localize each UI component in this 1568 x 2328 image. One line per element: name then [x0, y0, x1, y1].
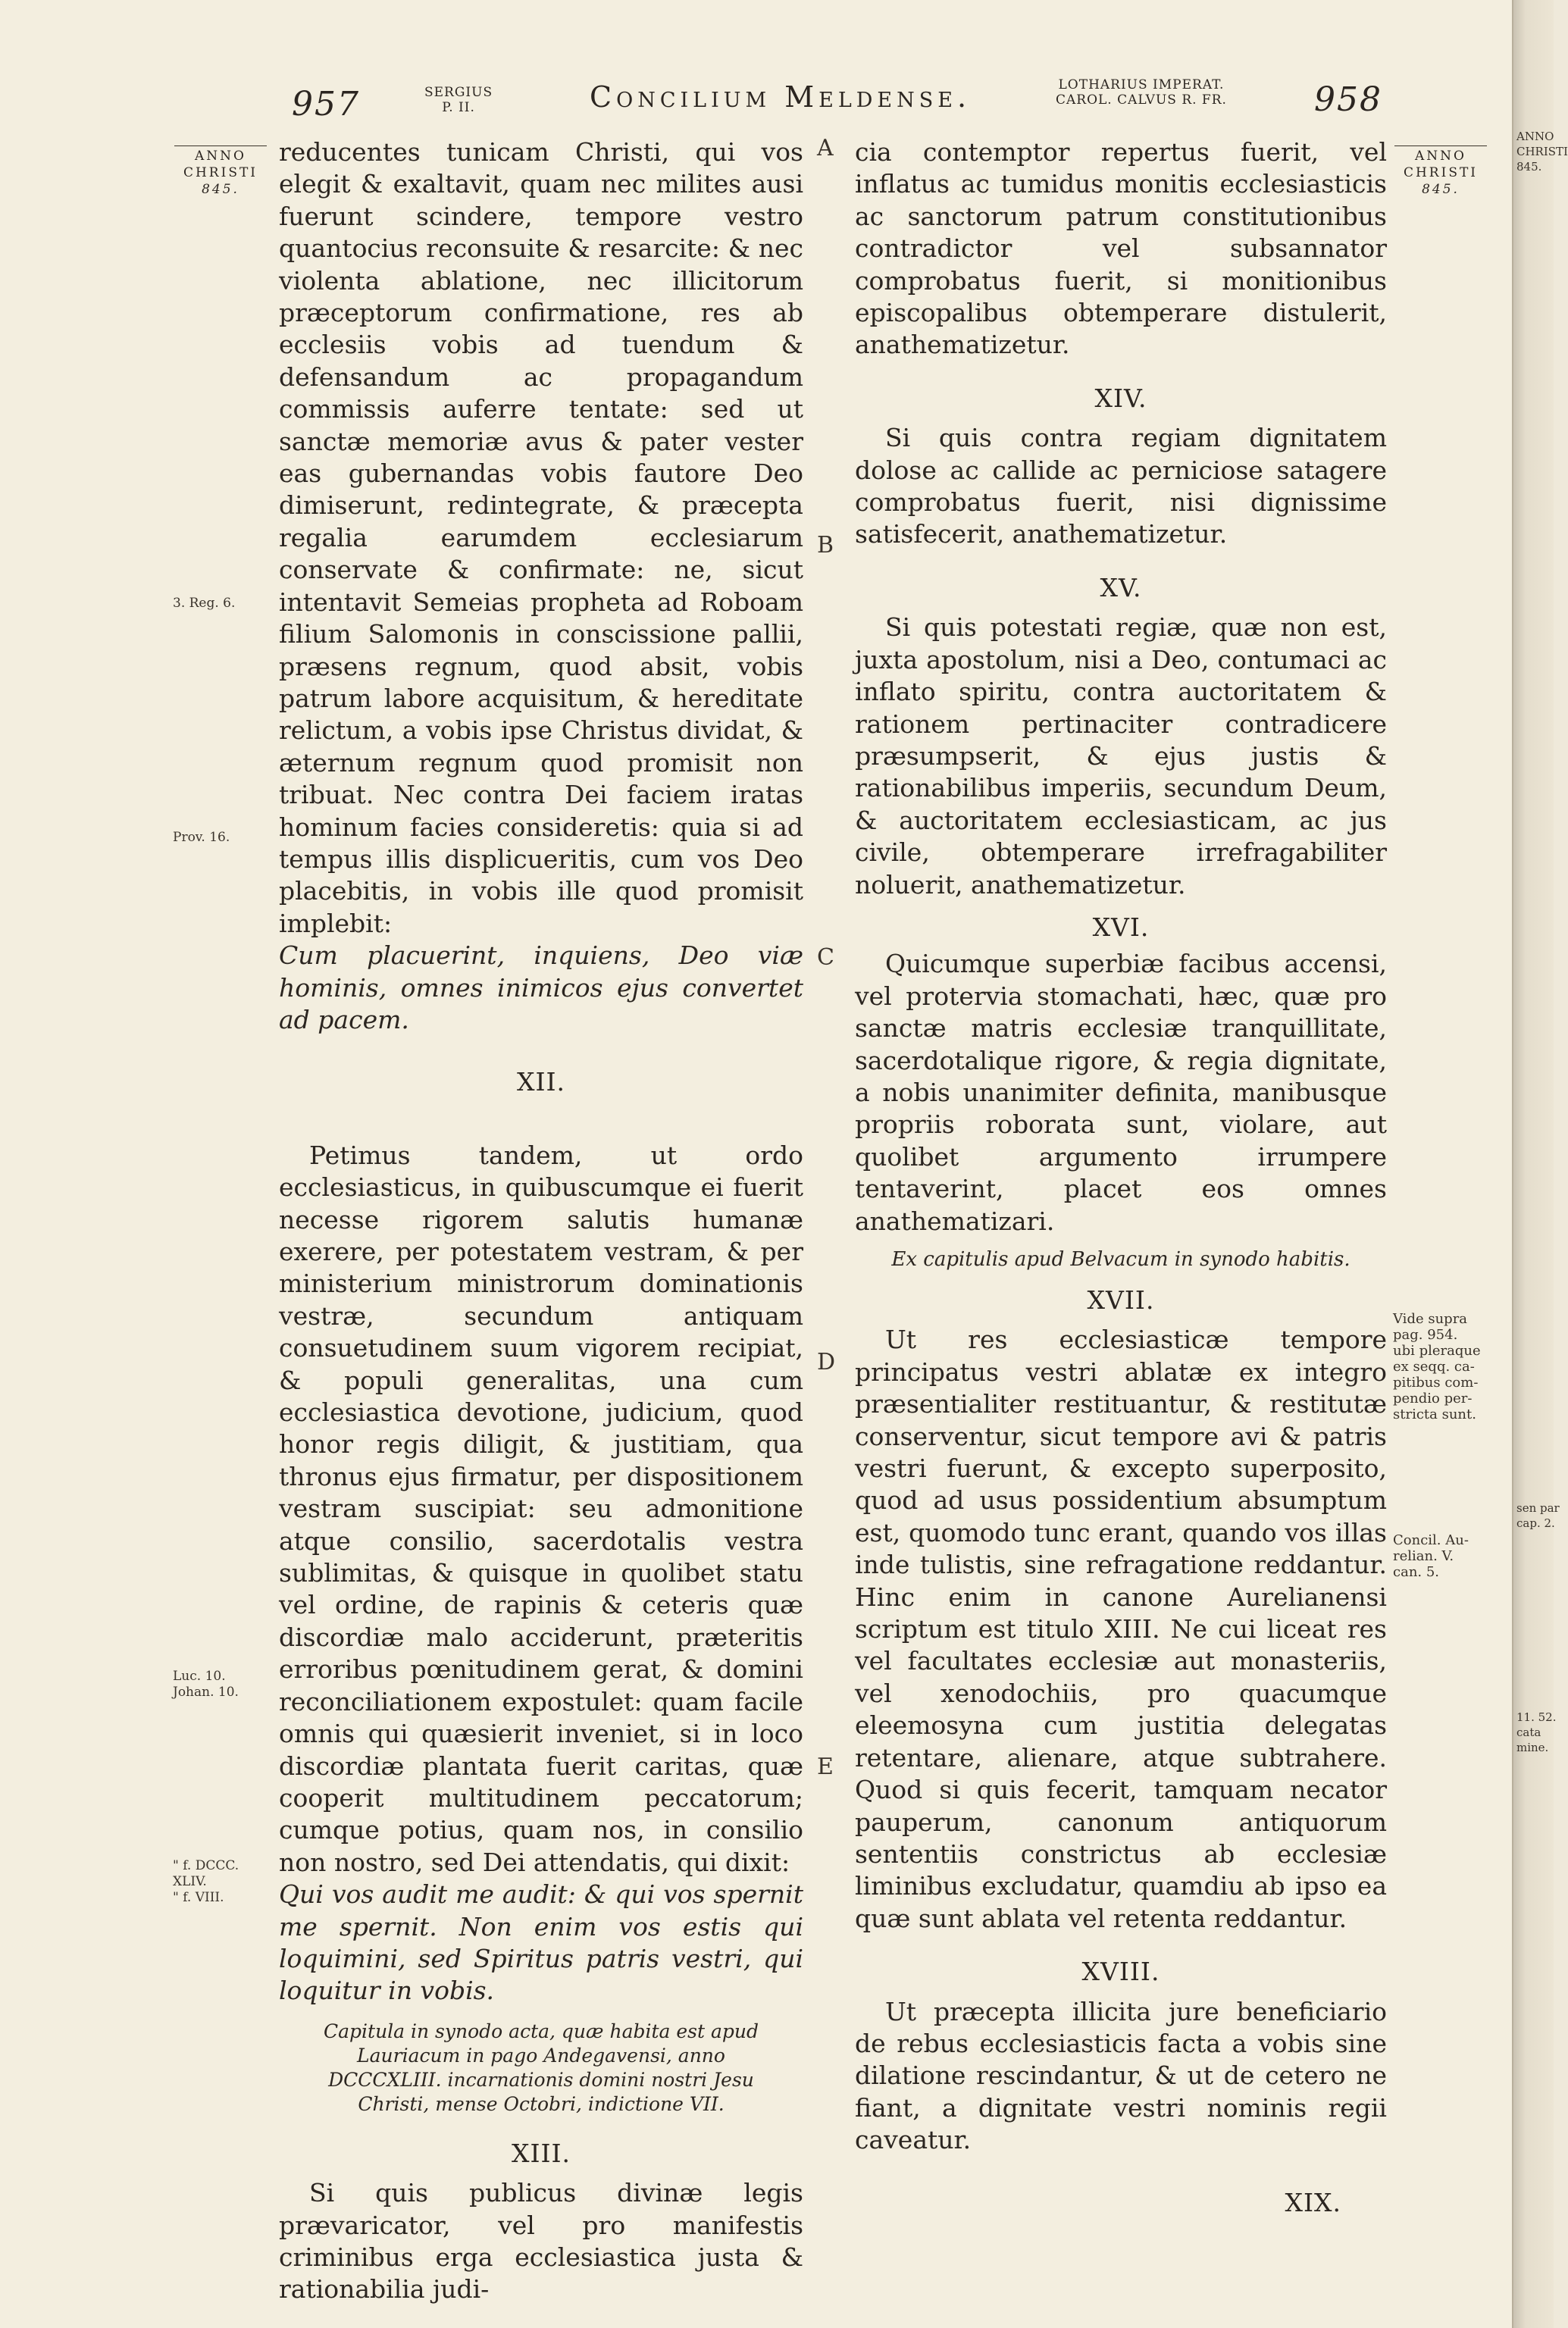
left-paragraph-2: Petimus tandem, ut ordo ecclesiasticus, in quibuscumque ei fuerit necesse rigorem salutis humanæ exerere, per potestatem vestram, & per ministerium ministrorum dominationis vestræ, secundum antiquam consuetudinem suum vigorem recipiat, & populi generalitas, una cum ecclesiastica devotione, judicium, quod honor regis diligit, & justitiam, qua thronus ejus firmatur, per dispositionem vestram suscipiat: seu admonitione atque consilio, sacerdotalis vestra sublimitas, & quisque in quolibet statu vel ordine, de rapinis & ceteris quæ discordiæ malo acciderunt, præteritis erroribus pœnitudinem gerat, & domini reconciliationem expostulet: quam facile omnis qui quæsierit inveniet, si in loco discordiæ plantata fuerit caritas, quæ cooperit multitudinem peccatorum; cumque potius, quam nos, in consilio non nostro, sed Dei attendatis, qui dixit:: [279, 1140, 803, 1877]
right-column: [855, 136, 1387, 2226]
anno-left-line-3: 845.: [202, 182, 239, 197]
heading-xvi: XVI.: [1092, 912, 1150, 942]
left-quote-prov: Cum placuerint, inquiens, Deo viæ hominis, omnes inimicos ejus convertet ad pacem.: [279, 940, 803, 1034]
heading-xiii: XIII.: [511, 2138, 571, 2168]
paragraph-xvii: Ut res ecclesiasticæ tempore principatus vestri ablatæ ex integro præsentialiter restituantur, & restitutæ conserventur, sicut tempore avi & patris vestri fuerunt, & excepto superposito, quod ad usus possidentium absumptum est, quomodo tunc erant, quando vos illas inde tulistis, sine refragatione reddantur. Hinc enim in canone Aurelianensi scriptum est titulo XIII. Ne cui liceat res vel facultates ecclesiæ aut monasteriis, vel xenodochiis, pro quacumque eleemosyna cum justitia delegatas retentare, alienare, atque subtrahere. Quod si quis fecerit, tamquam necator pauperum, canonum antiquorum sententiis constrictus ab ecclesiæ liminibus excludatur, quamdiu ab ipso ea quæ sunt ablata vel retenta reddantur.: [855, 1325, 1387, 1933]
page-number-left: 957: [292, 85, 360, 124]
anno-right-line-2: CHRISTI: [1403, 165, 1479, 180]
heading-xviii: XVIII.: [1081, 1957, 1160, 1987]
left-paragraph-3: Si quis publicus divinæ legis prævaricator, vel pro manifestis criminibus erga ecclesiastica justa & rationabilia judi-: [279, 2178, 803, 2305]
paragraph-xv: Si quis potestati regiæ, quæ non est, juxta apostolum, nisi a Deo, contumaci ac inflato spiritu, contra auctoritatem & rationem pertinaciter contradicere præsumpserit, & ejus justis & rationabilibus imperiis, secundum Deum, & auctoritatem ecclesiasticam, ac jus civile, obtemperare irrefragabiliter noluerit, anathematizetur.: [855, 612, 1387, 900]
left-column: [279, 136, 803, 2306]
right-paragraph-0: cia contemptor repertus fuerit, vel inflatus ac tumidus monitis ecclesiasticis ac sanctorum patrum constitutionibus contradictor vel subsannator comprobatus fuerit, si monitionibus episcopalibus obtemperare distulerit, anathematizetur.: [855, 137, 1387, 360]
margin-letter-c: C: [817, 944, 834, 971]
paragraph-xviii: Ut præcepta illicita jure beneficiario de rebus ecclesiasticis facta a vobis sine dilatione rescindantur, & ut de cetero ne fiant, a dignitate vestri nominis regii caveatur.: [855, 1996, 1387, 2155]
margin-note-concil: Concil. Au- relian. V. can. 5.: [1393, 1532, 1469, 1580]
left-paragraph-1: reducentes tunicam Christi, qui vos elegit & exaltavit, quam nec milites ausi fuerunt scindere, tempore vestro quantocius reconsuite & resarcite: & nec violenta ablatione, nec illicitorum præceptorum confirmatione, res ab ecclesiis vobis ad tuendum & defensandum ac propagandum commissis auferre tentate: sed ut sanctæ memoriæ avus & pater vester eas gubernandas vobis fautore Deo dimiserunt, redintegrate, & præcepta regalia earumdem ecclesiarum conservate & confirmate: ne, sicut intentavit Semeias propheta ad Roboam filium Salomonis in conscissione pallii, præsens regnum, quod absit, vobis patrum labore acquisitum, & hereditate relictum, a vobis ipse Christus dividat, & æternum regnum quod promisit non tribuat. Nec contra Dei faciem iratas hominum facies consideretis: quia si ad tempus illis displicueritis, cum vos Deo placebitis, in vobis ille quod promisit implebit:: [279, 137, 803, 938]
margin-note-vide-supra: Vide supra pag. 954. ubi pleraque ex seqq. ca- pitibus com- pendio per- stricta sunt.: [1393, 1311, 1481, 1422]
running-head-right-line-1: LOTHARIUS IMPERAT.: [1058, 77, 1225, 92]
anno-christi-right: [1394, 146, 1487, 198]
anno-right-line-3: 845.: [1422, 182, 1460, 197]
left-quote-luc: Qui vos audit me audit: & qui vos spernit me spernit. Non enim vos estis qui loquimini, sed Spiritus patris vestri, qui loquitur in vobis.: [279, 1879, 803, 2006]
anno-right-line-1: ANNO: [1415, 149, 1466, 164]
next-page-fragment-2: 11. 52. cata mine.: [1516, 1710, 1557, 1754]
page-number-right: 958: [1314, 80, 1382, 119]
margin-note-reg: 3. Reg. 6.: [173, 596, 236, 611]
heading-xii: XII.: [516, 1067, 566, 1097]
heading-xiv: XIV.: [1094, 383, 1147, 413]
synod-caption: Capitula in synodo acta, quæ habita est apud Lauriacum in pago Andegavensi, anno DCCCXLIII. incarnationis domini nostri Jesu Christi, mense Octobri, indictione VII.: [323, 2020, 759, 2115]
heading-xvii: XVII.: [1087, 1285, 1155, 1315]
next-page-anno: ANNO CHRISTI 845.: [1516, 130, 1568, 174]
running-head-left-line-1: SERGIUS: [424, 85, 493, 100]
anno-christi-left: [174, 146, 267, 198]
margin-note-variant: " f. DCCC. XLIV. " f. VIII.: [173, 1858, 239, 1905]
margin-note-prov: Prov. 16.: [173, 830, 230, 845]
next-page-fragment-1: sen par cap. 2.: [1516, 1501, 1560, 1530]
heading-xix: XIX.: [1285, 2187, 1341, 2217]
next-page-edge: [1512, 0, 1568, 2328]
anno-left-line-1: ANNO: [195, 149, 246, 164]
paragraph-xiv: Si quis contra regiam dignitatem dolose ac callide ac perniciose satagere comprobatus fuerit, nisi dignissime satisfecerit, anathematizetur.: [855, 423, 1387, 549]
heading-xv: XV.: [1100, 572, 1142, 602]
running-head-left-line-2: P. II.: [442, 100, 475, 115]
running-title: Concilium Meldense.: [590, 80, 972, 114]
margin-letter-d: D: [817, 1349, 836, 1375]
margin-letter-e: E: [817, 1754, 834, 1780]
margin-letter-b: B: [817, 532, 834, 559]
running-head-right-line-2: CAROL. CALVUS R. FR.: [1056, 92, 1227, 108]
source-note-belvacum: Ex capitulis apud Belvacum in synodo habitis.: [891, 1248, 1350, 1271]
paragraph-xvi: Quicumque superbiæ facibus accensi, vel protervia stomachati, hæc, quæ pro sanctæ matris ecclesiæ tranquillitate, sacerdotalique rigore, & regia dignitate, a nobis unanimiter definita, manibusque propriis roborata sunt, violare, aut quolibet argumento irrumpere tentaverint, placet eos omnes anathematizari.: [855, 949, 1387, 1236]
running-head-left: [424, 85, 493, 115]
running-head-right: [1056, 77, 1227, 108]
margin-note-luc: Luc. 10. Johan. 10.: [173, 1669, 239, 1700]
margin-letter-a: A: [817, 135, 834, 161]
anno-left-line-2: CHRISTI: [183, 165, 258, 180]
